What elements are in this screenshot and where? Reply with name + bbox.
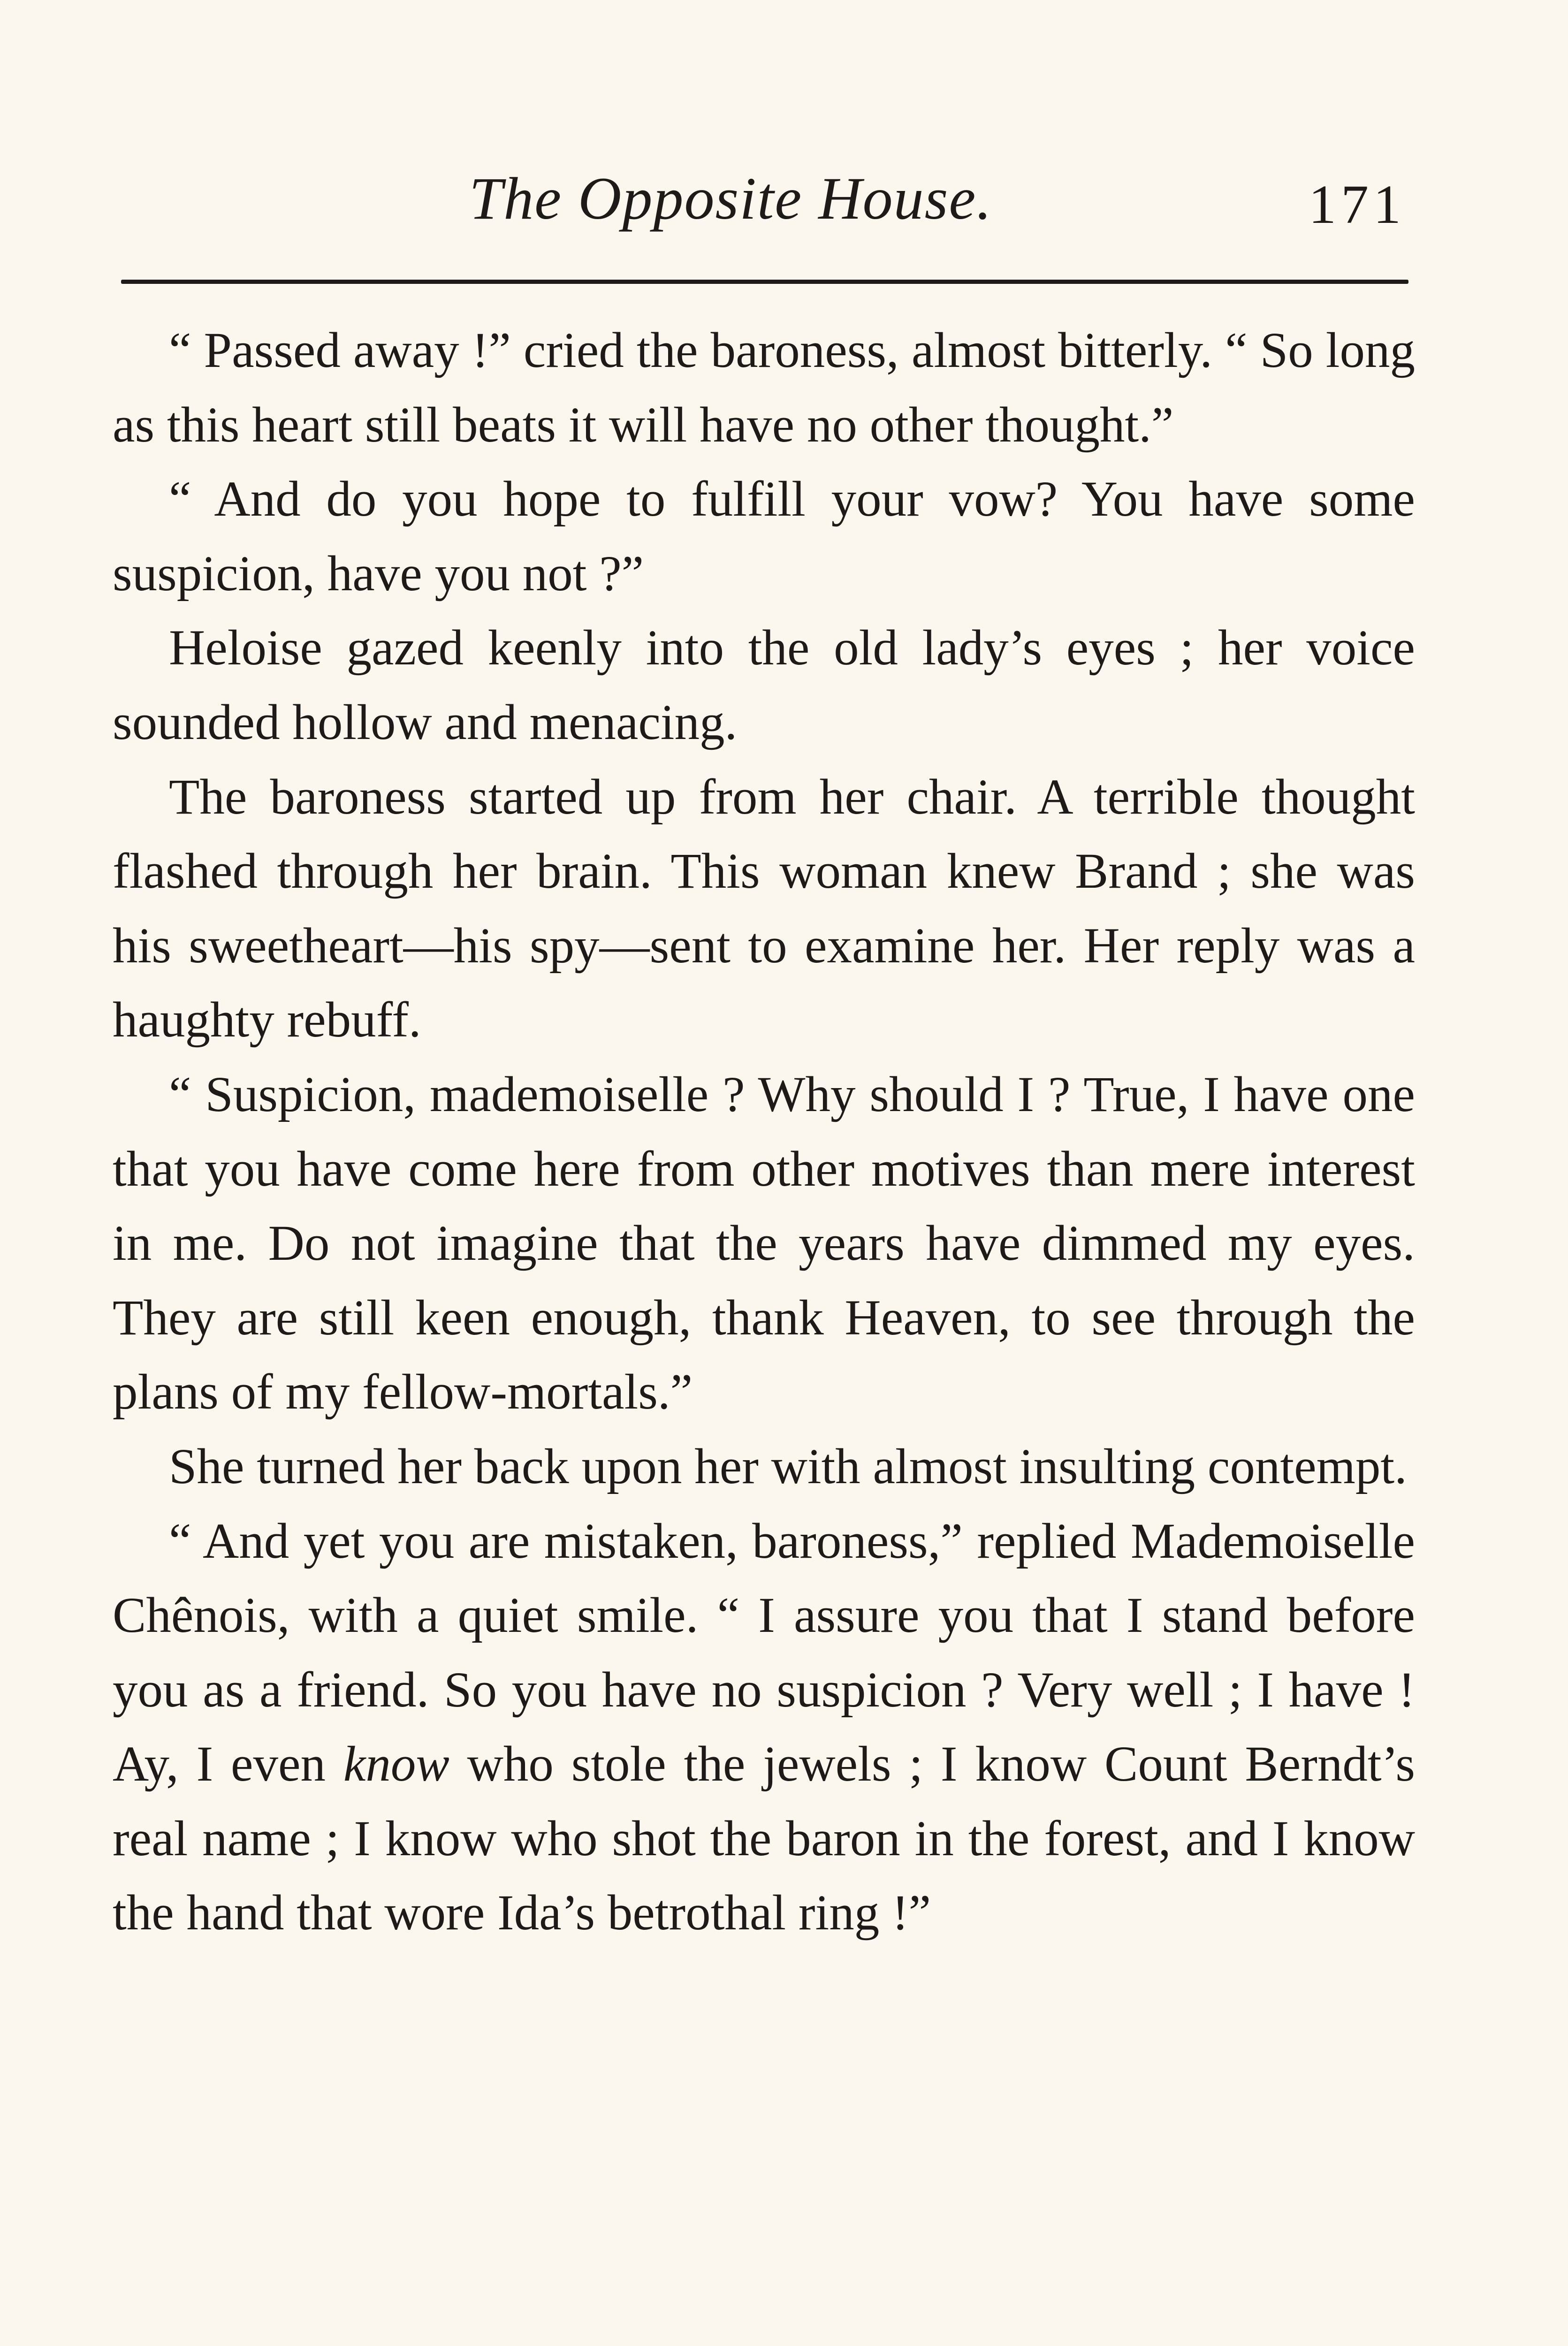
paragraph-7-end: who stole the jewels ; I know Count Berndt’s real name ; I know who shot the baron in the forest, and I know the hand that wore Ida’s betrothal ring !” — [113, 1737, 1415, 1941]
paragraph-5: “ Suspicion, mademoiselle ? Why should I ? True, I have one that you have come here from other motives than mere interest in me. Do not imagine that the years have dimmed my eyes. They are still keen enough, thank Heaven, to see through the plans of my fellow-mortals.” — [113, 1066, 1415, 1420]
text-body — [113, 313, 1415, 1950]
paragraph-3: Heloise gazed keenly into the old lady’s eyes ; her voice sounded hollow and menacing. — [113, 620, 1415, 750]
running-head — [0, 155, 1568, 249]
header-rule — [121, 280, 1408, 284]
running-title: The Opposite House. — [469, 165, 993, 232]
paragraph-7 — [113, 1504, 1415, 1951]
page-number: 171 — [1309, 174, 1406, 235]
paragraph-6: She turned her back upon her with almost insulting contempt. — [169, 1439, 1407, 1494]
paragraph-7-start: “ And yet you are mistaken, baroness,” replied Mademoiselle Chênois, with a quiet smile. “ I assure you that I stand before you as a friend. So you have no suspicion ? Very well ; I have ! Ay, I even — [113, 1513, 1415, 1792]
paragraph-2: “ And do you hope to fulfill your vow? You have some suspicion, have you not ?” — [113, 472, 1415, 602]
paragraph-1: “ Passed away !” cried the baroness, almost bitterly. “ So long as this heart still beats it will have no other thought.” — [113, 323, 1415, 453]
paragraph-4: The baroness started up from her chair. A terrible thought flashed through her brain. This woman knew Brand ; she was his sweetheart—his spy—sent to examine her. Her reply was a haughty rebuff. — [113, 769, 1415, 1048]
emphasis-know: know — [343, 1737, 449, 1792]
